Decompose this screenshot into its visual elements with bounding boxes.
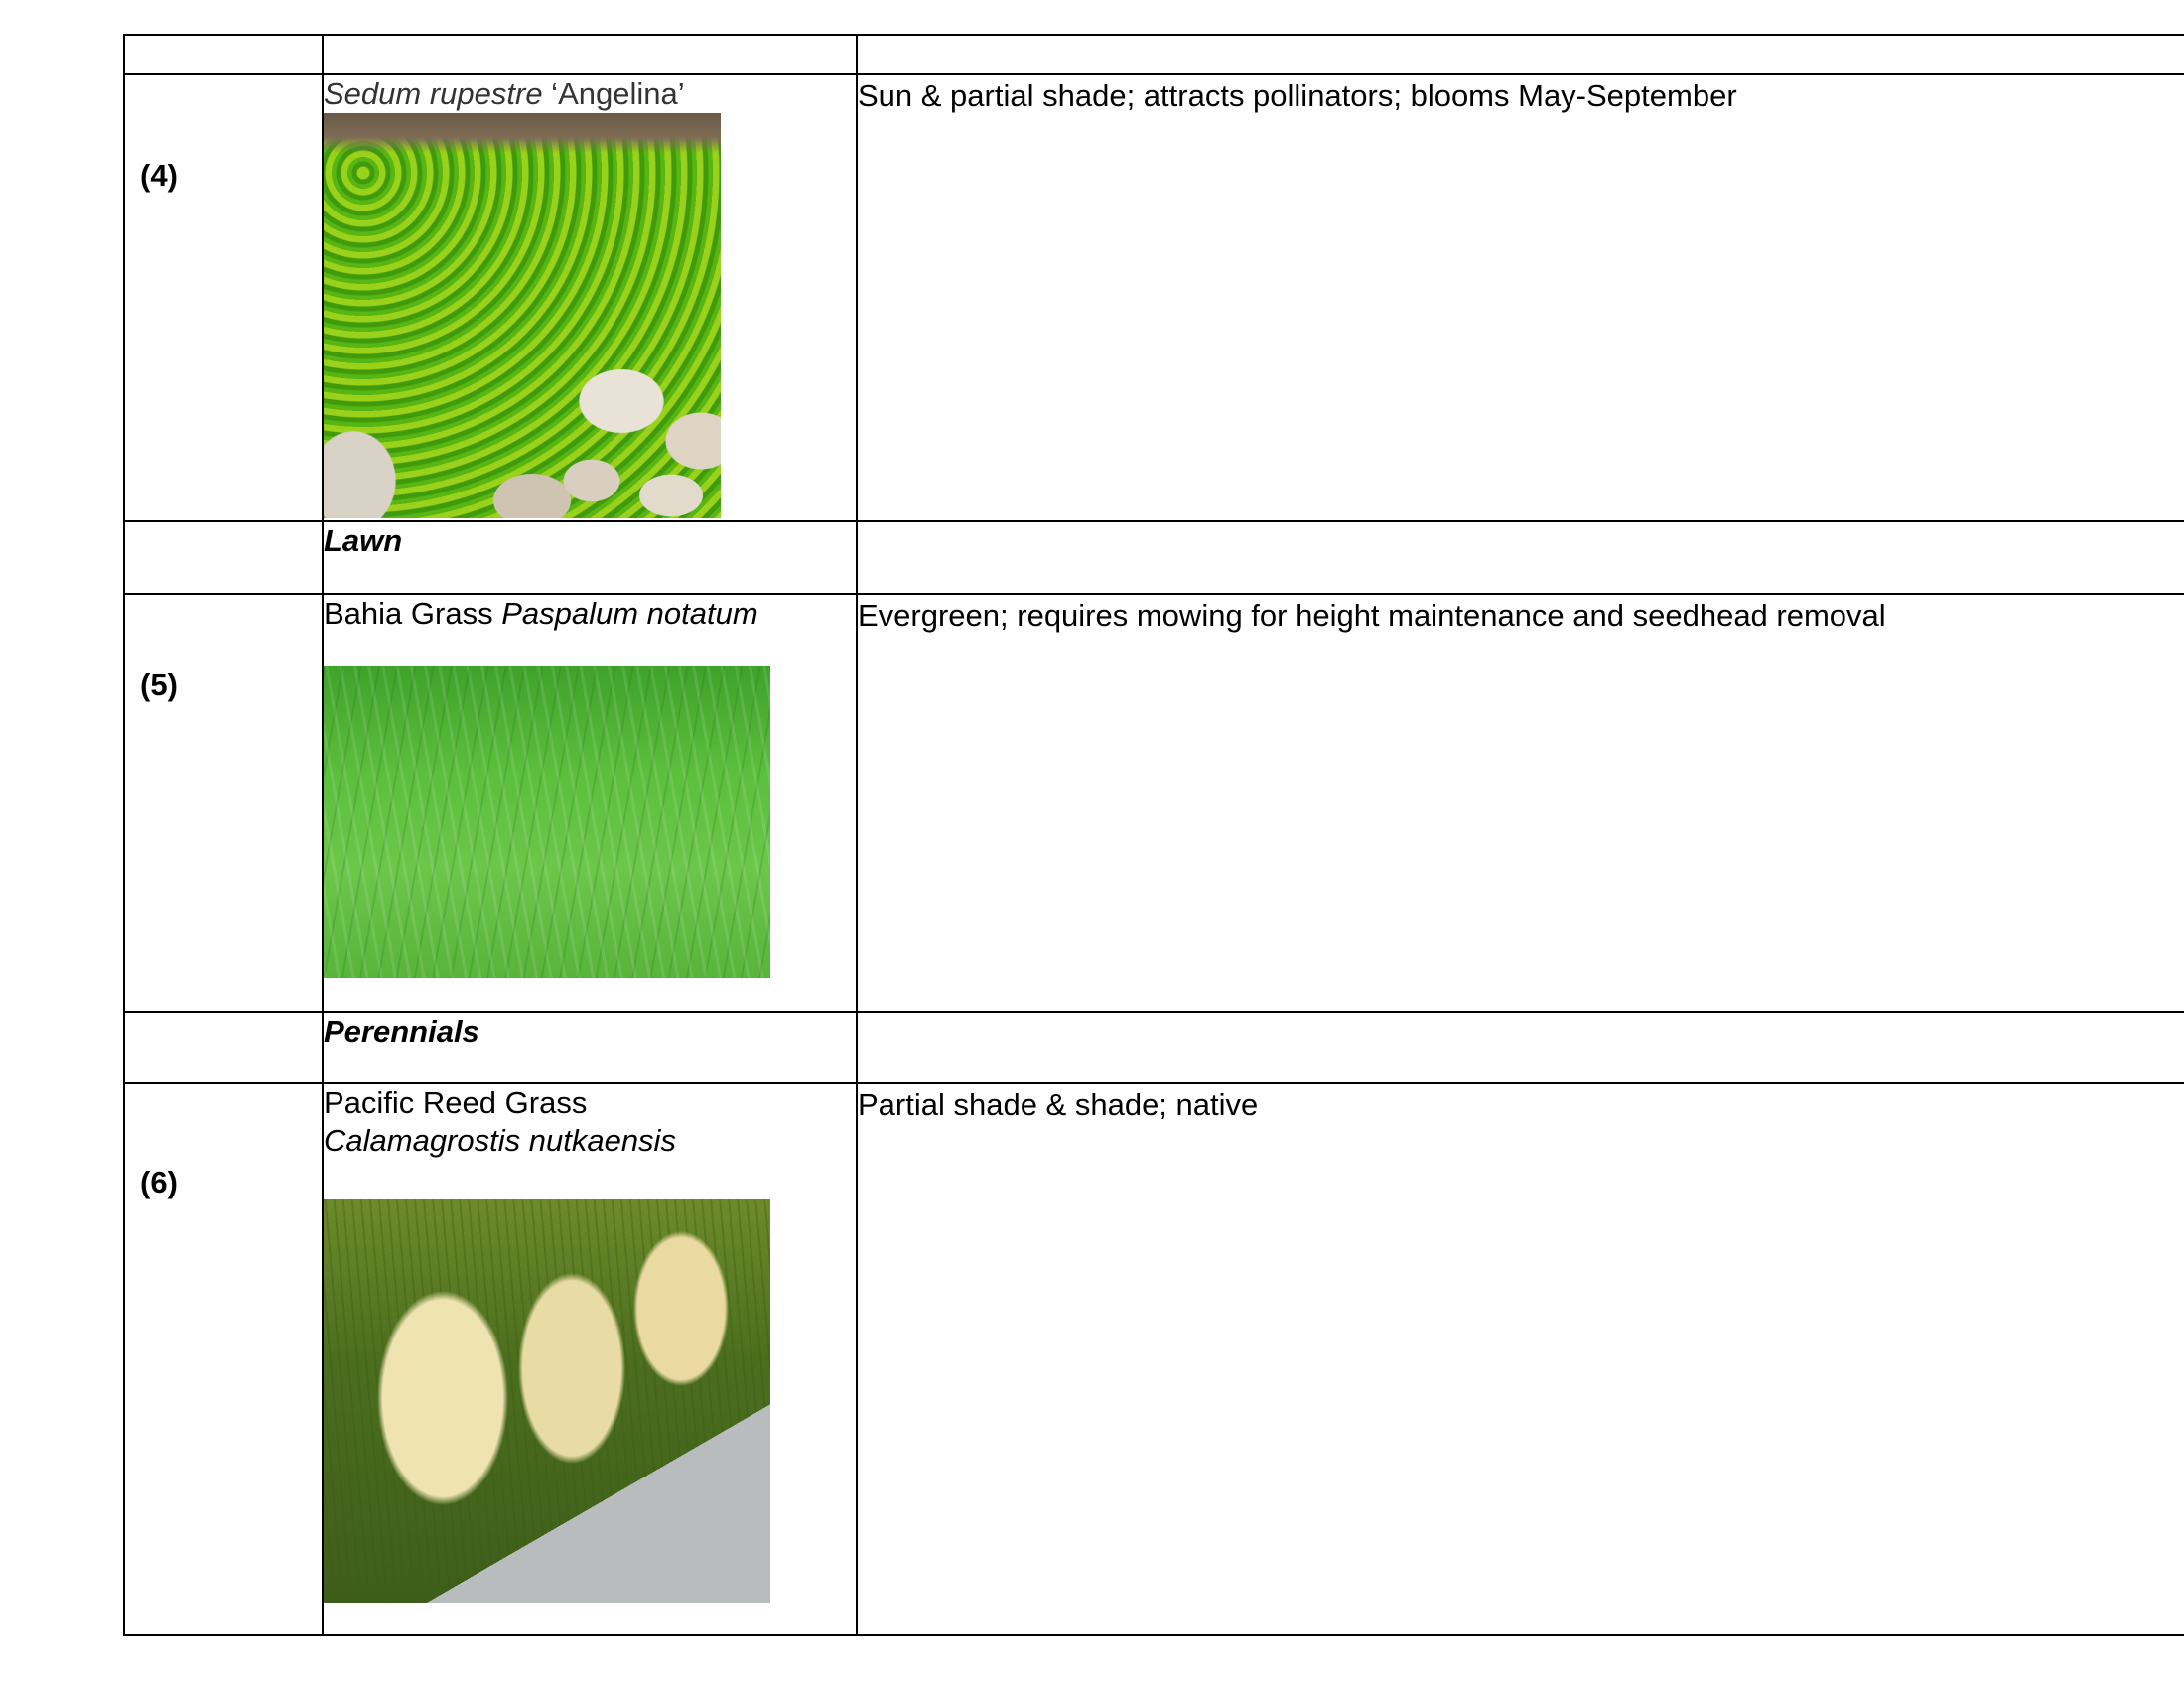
table-cell [124, 1012, 323, 1083]
plant-common-name: Pacific Reed Grass [324, 1085, 588, 1120]
plant-latin-name: Sedum rupestre [324, 76, 543, 111]
plant-common-name: Bahia Grass [324, 596, 502, 631]
table-row-header [124, 35, 2184, 74]
plant-name-cell [323, 74, 857, 521]
row-number: (5) [140, 667, 178, 702]
plant-description-cell [857, 1083, 2184, 1635]
table-row [124, 1083, 2184, 1635]
plant-description-cell [857, 74, 2184, 521]
plant-name [324, 595, 856, 633]
section-row-lawn [124, 521, 2184, 594]
row-number: (4) [140, 158, 178, 193]
plant-latin-name: Paspalum notatum [501, 596, 758, 631]
sedum-photo [324, 113, 721, 518]
plant-name [324, 75, 856, 113]
plant-description: Partial shade & shade; native [858, 1087, 1259, 1122]
row-number-cell [124, 594, 323, 1012]
plant-description-cell [857, 594, 2184, 1012]
row-number: (6) [140, 1165, 178, 1199]
plant-cultivar: ‘Angelina’ [542, 76, 685, 111]
row-number-cell [124, 74, 323, 521]
plant-description: Sun & partial shade; attracts pollinators; blooms May-September [858, 78, 1737, 113]
section-cell [323, 521, 857, 594]
section-row-perennials [124, 1012, 2184, 1083]
table-cell [323, 35, 857, 74]
section-heading: Lawn [324, 523, 403, 558]
section-heading: Perennials [324, 1014, 479, 1049]
table-cell [124, 521, 323, 594]
table-row [124, 594, 2184, 1012]
plant-name-cell [323, 594, 857, 1012]
table-cell [124, 35, 323, 74]
table-cell [857, 521, 2184, 594]
bahia-grass-photo [324, 666, 770, 978]
row-number-cell [124, 1083, 323, 1635]
table-cell [857, 1012, 2184, 1083]
section-cell [323, 1012, 857, 1083]
plant-name-cell [323, 1083, 857, 1635]
table-row [124, 74, 2184, 521]
table-cell [857, 35, 2184, 74]
plant-description: Evergreen; requires mowing for height maintenance and seedhead removal [858, 598, 1886, 633]
plant-latin-name: Calamagrostis nutkaensis [324, 1123, 676, 1158]
reed-grass-photo [324, 1199, 770, 1603]
plant-table [123, 34, 2184, 1636]
